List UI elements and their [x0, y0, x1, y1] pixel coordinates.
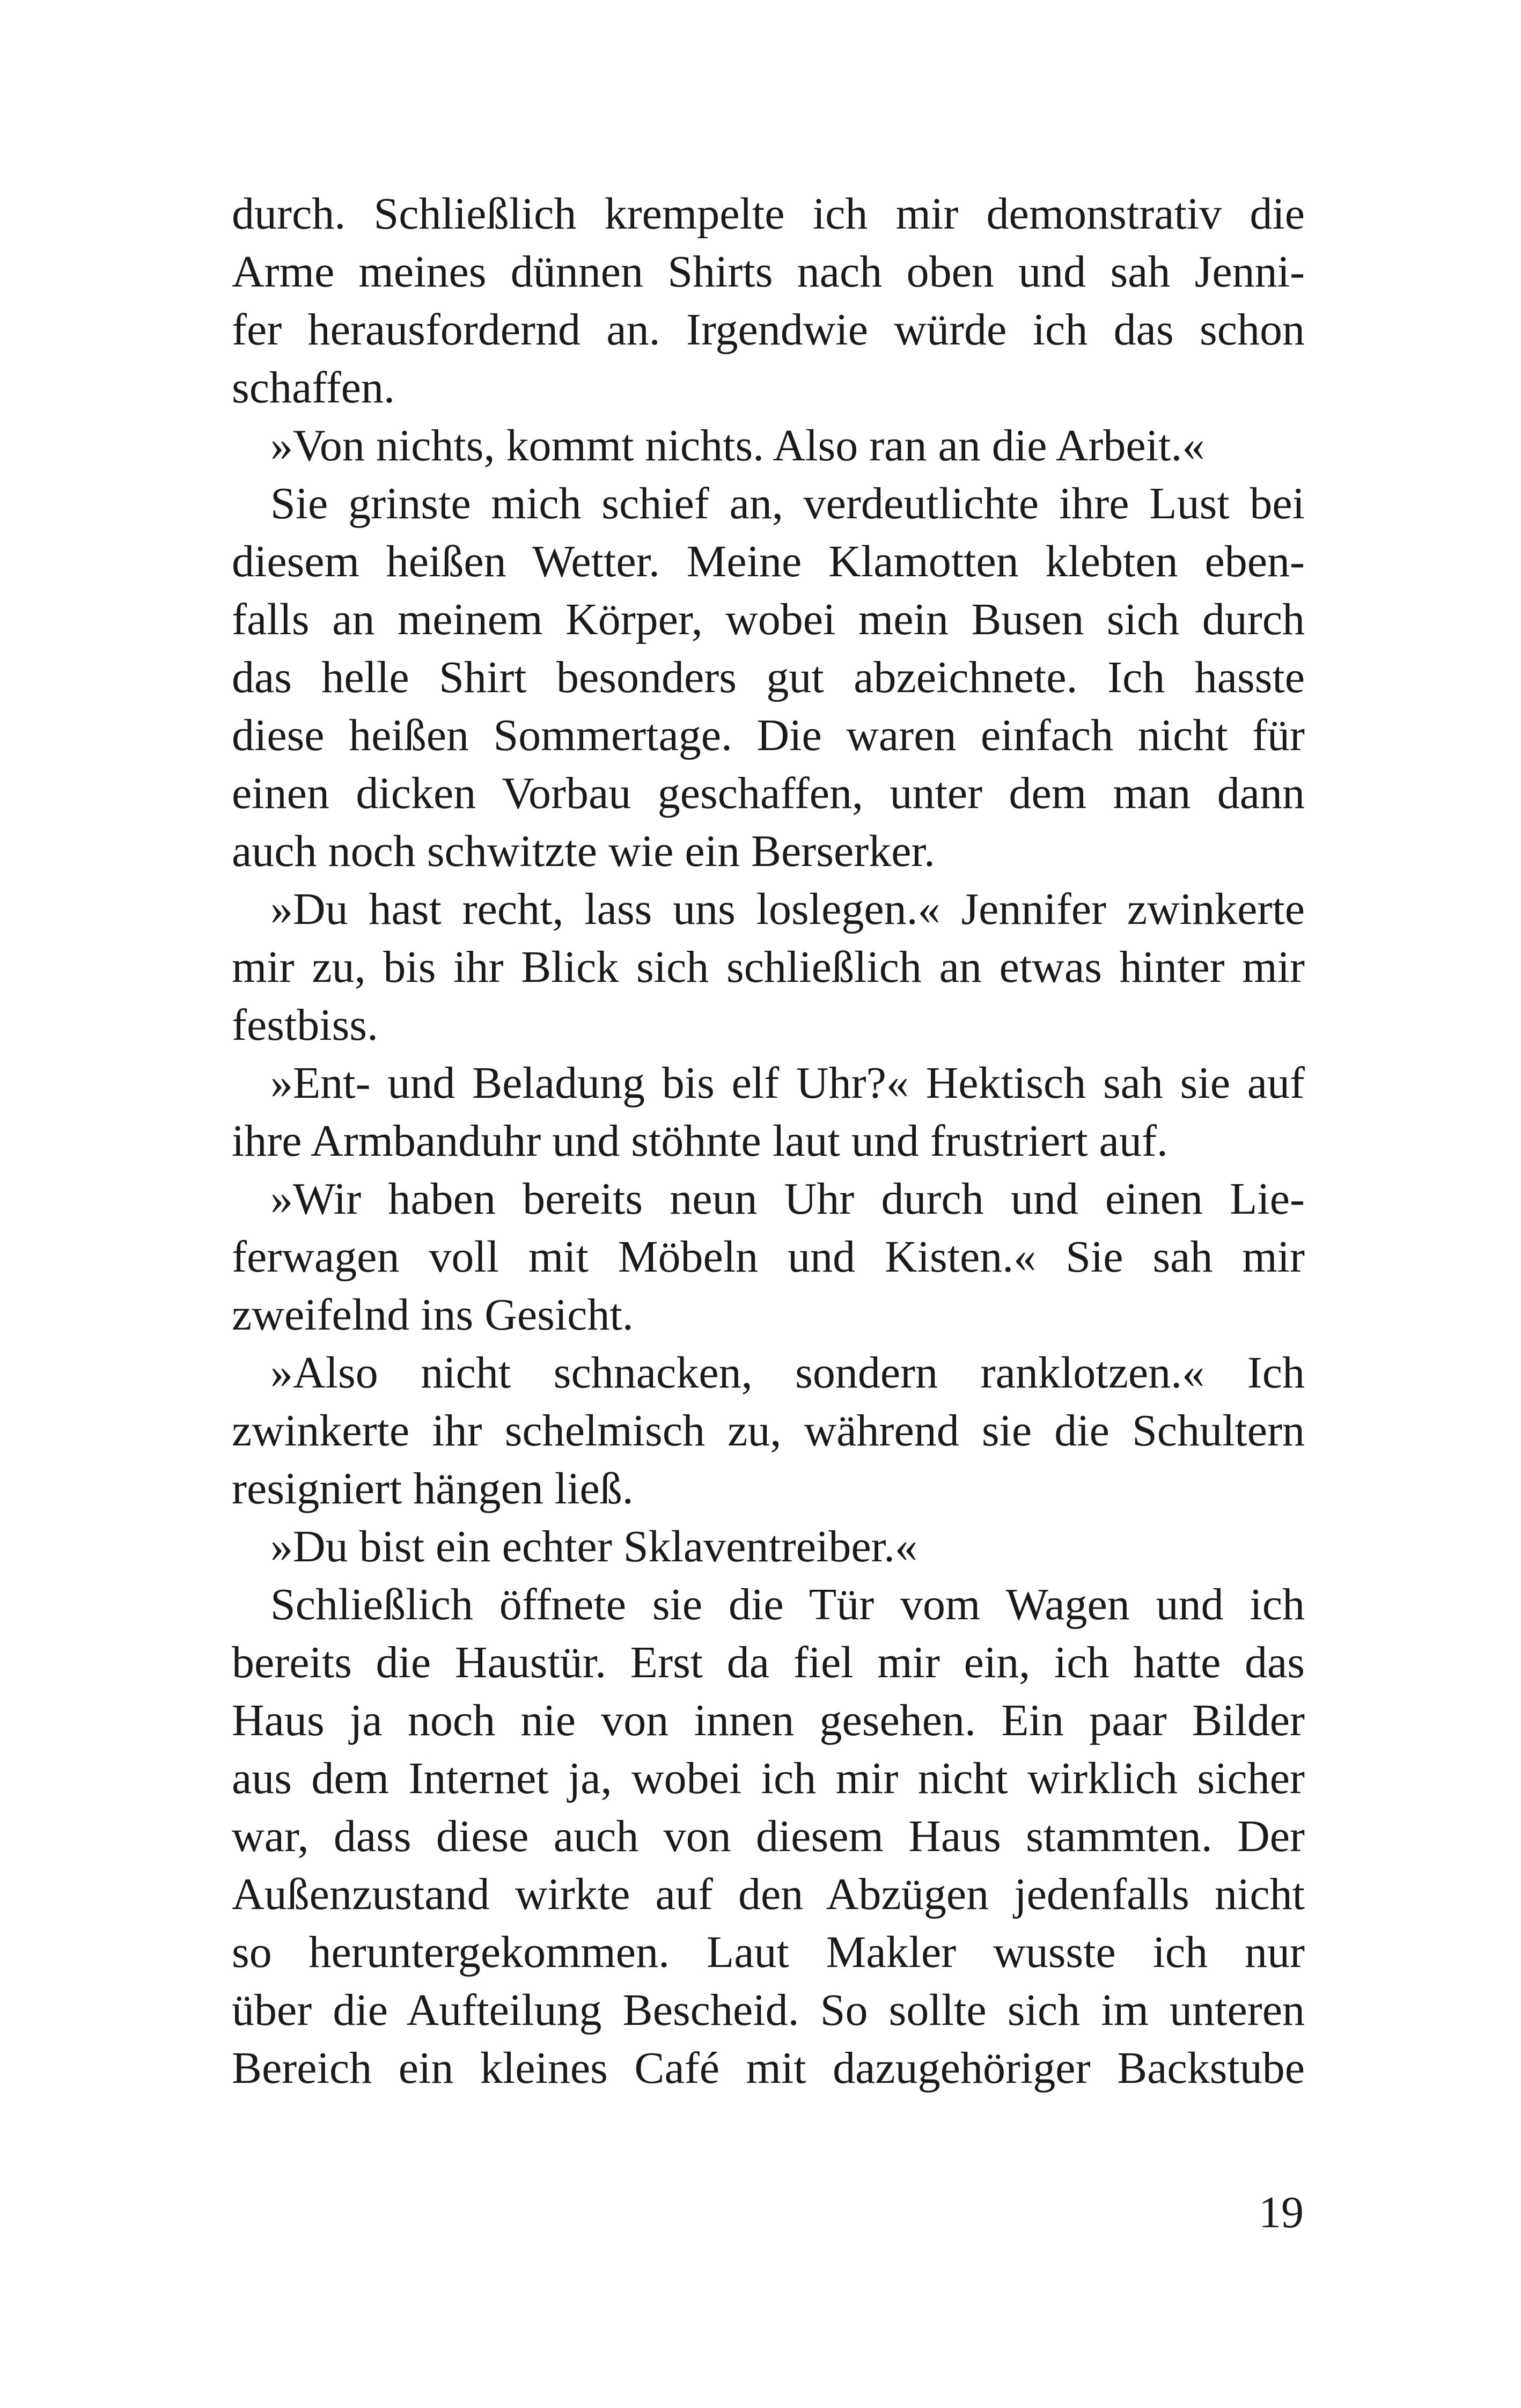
text-line: das helle Shirt besonders gut abzeichnete. Ich hasste — [232, 652, 1305, 702]
text-line: schaffen. — [232, 363, 395, 413]
text-line: Sie grinste mich schief an, verdeutlichte ihre Lust bei — [270, 479, 1305, 528]
paragraph — [232, 475, 1305, 880]
text-line: resigniert hängen ließ. — [232, 1464, 634, 1514]
body-text — [232, 185, 1305, 2097]
text-line: war, dass diese auch von diesem Haus stammten. Der — [232, 1811, 1305, 1861]
text-line: einen dicken Vorbau geschaffen, unter dem man dann — [232, 768, 1305, 818]
text-line: ferwagen voll mit Möbeln und Kisten.« Sie sah mir — [232, 1232, 1305, 1282]
text-line: festbiss. — [232, 1000, 378, 1050]
paragraph — [232, 1518, 1305, 1576]
text-line: »Also nicht schnacken, sondern ranklotzen.« Ich — [270, 1348, 1305, 1398]
text-line: diese heißen Sommertage. Die waren einfach nicht für — [232, 710, 1305, 760]
text-line: falls an meinem Körper, wobei mein Busen sich durch — [232, 594, 1305, 644]
paragraph — [232, 1576, 1305, 2097]
text-line: diesem heißen Wetter. Meine Klamotten klebten eben- — [232, 537, 1305, 586]
text-line: Außenzustand wirkte auf den Abzügen jedenfalls nicht — [232, 1869, 1305, 1919]
text-line: so heruntergekommen. Laut Makler wusste ich nur — [232, 1927, 1305, 1977]
text-line: Arme meines dünnen Shirts nach oben und sah Jenni- — [232, 247, 1305, 297]
paragraph — [232, 880, 1305, 1054]
text-line: ihre Armbanduhr und stöhnte laut und frustriert auf. — [232, 1116, 1168, 1166]
paragraph — [232, 1344, 1305, 1518]
text-line: zwinkerte ihr schelmisch zu, während sie die Schultern — [232, 1406, 1305, 1456]
text-line: »Du hast recht, lass uns loslegen.« Jennifer zwinkerte — [270, 884, 1305, 934]
text-line: Schließlich öffnete sie die Tür vom Wagen und ich — [270, 1580, 1305, 1629]
paragraph — [232, 185, 1305, 417]
text-line: »Wir haben bereits neun Uhr durch und einen Lie- — [270, 1174, 1305, 1224]
text-line: »Ent- und Beladung bis elf Uhr?« Hektisch sah sie auf — [270, 1058, 1305, 1108]
text-line: aus dem Internet ja, wobei ich mir nicht wirklich sicher — [232, 1753, 1305, 1803]
text-line: auch noch schwitzte wie ein Berserker. — [232, 826, 935, 876]
text-line: zweifelnd ins Gesicht. — [232, 1290, 634, 1340]
text-line: durch. Schließlich krempelte ich mir demonstrativ die — [232, 189, 1305, 239]
text-line: über die Aufteilung Bescheid. So sollte sich im unteren — [232, 1985, 1305, 2035]
text-line: »Du bist ein echter Sklaventreiber.« — [270, 1522, 917, 1572]
page-number: 19 — [1259, 2187, 1304, 2237]
paragraph — [232, 1170, 1305, 1344]
text-line: fer herausfordernd an. Irgendwie würde ich das schon — [232, 305, 1305, 355]
text-line: mir zu, bis ihr Blick sich schließlich an etwas hinter mir — [232, 942, 1305, 992]
text-line: »Von nichts, kommt nichts. Also ran an die Arbeit.« — [270, 421, 1205, 471]
text-line: Haus ja noch nie von innen gesehen. Ein paar Bilder — [232, 1695, 1305, 1745]
paragraph — [232, 417, 1305, 475]
paragraph — [232, 1054, 1305, 1170]
text-line: bereits die Haustür. Erst da fiel mir ein, ich hatte das — [232, 1638, 1305, 1687]
text-line: Bereich ein kleines Café mit dazugehöriger Backstube — [232, 2043, 1305, 2093]
